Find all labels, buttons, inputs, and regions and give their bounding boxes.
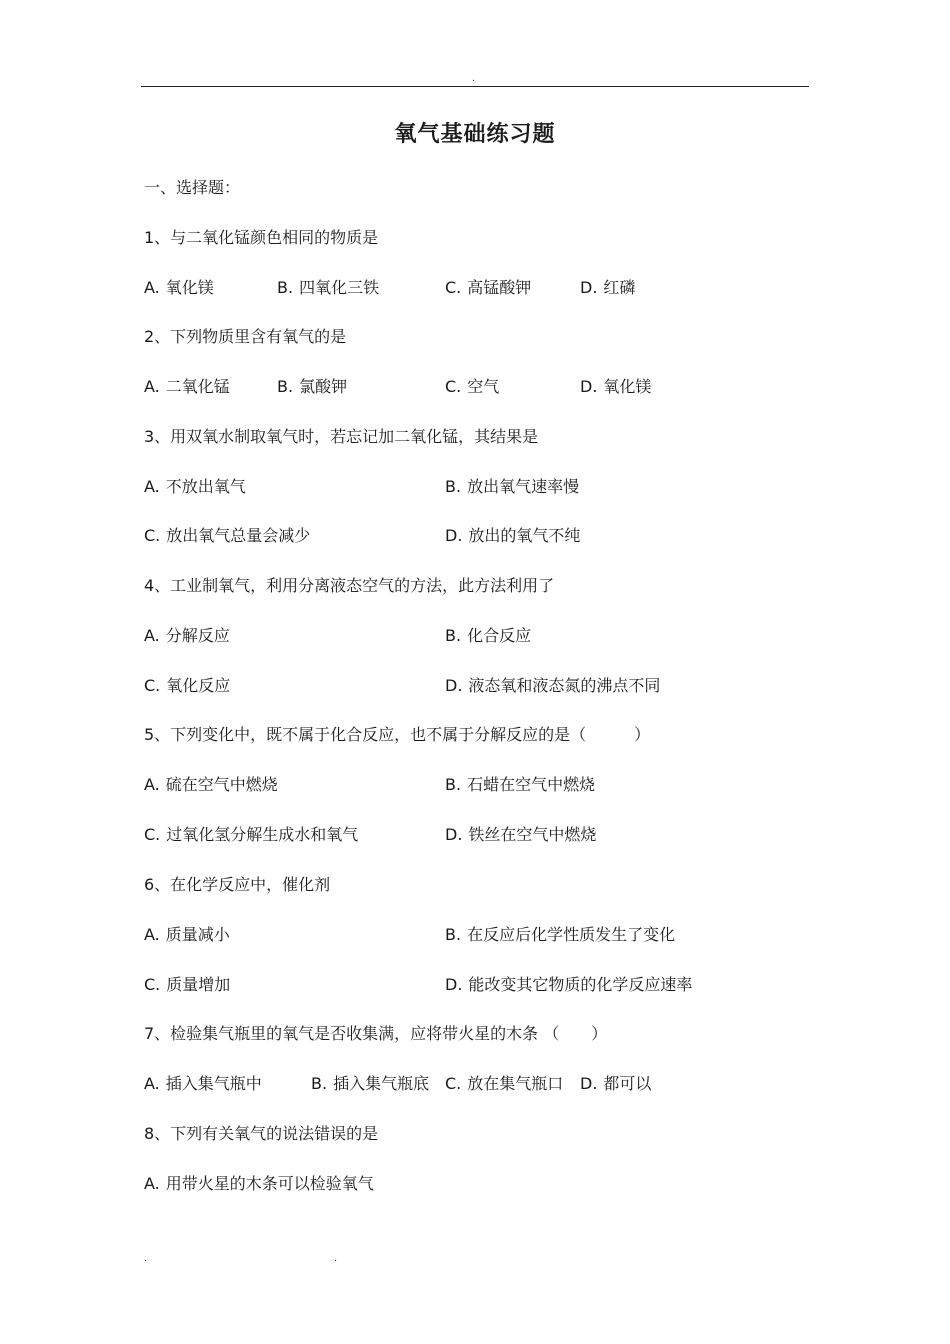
q6-option-c: C. 质量增加 [144,975,231,994]
q5-option-c: C. 过氧化氢分解生成水和氧气 [144,825,359,844]
q1-option-a: A. 氧化镁 [144,278,214,297]
question-3: 3、用双氧水制取氧气时，若忘记加二氧化锰，其结果是 [144,427,539,446]
q6-option-b: B. 在反应后化学性质发生了变化 [445,925,676,944]
footer-dot-right: . [334,1253,338,1264]
q3-option-a: A. 不放出氧气 [144,477,246,496]
q4-option-a: A. 分解反应 [144,626,230,645]
question-1: 1、与二氧化锰颜色相同的物质是 [144,228,379,247]
question-7: 7、检验集气瓶里的氧气是否收集满，应将带火星的木条 （ ） [144,1024,608,1043]
q3-option-b: B. 放出氧气速率慢 [445,477,580,496]
q1-option-d: D. 红磷 [580,278,636,297]
question-8: 8、下列有关氧气的说法错误的是 [144,1124,379,1143]
q2-option-a: A. 二氧化锰 [144,377,230,396]
q8-option-a: A. 用带火星的木条可以检验氧气 [144,1174,374,1193]
footer-dot-left: . [144,1253,148,1264]
question-2: 2、下列物质里含有氧气的是 [144,327,347,346]
header-rule [141,86,809,87]
section-heading: 一、选择题： [144,178,241,197]
q1-option-b: B. 四氧化三铁 [277,278,380,297]
q1-option-c: C. 高锰酸钾 [445,278,532,297]
q7-option-d: D. 都可以 [580,1074,652,1093]
q4-option-b: B. 化合反应 [445,626,532,645]
q2-option-d: D. 氧化镁 [580,377,652,396]
q5-option-b: B. 石蜡在空气中燃烧 [445,775,596,794]
q7-option-b: B. 插入集气瓶底 [311,1074,430,1093]
question-4: 4、工业制氧气，利用分离液态空气的方法，此方法利用了 [144,576,555,595]
q3-option-d: D. 放出的氧气不纯 [445,526,581,545]
q5-option-a: A. 硫在空气中燃烧 [144,775,278,794]
q6-option-d: D. 能改变其它物质的化学反应速率 [445,975,693,994]
document-title: 氧气基础练习题 [394,122,556,147]
q5-option-d: D. 铁丝在空气中燃烧 [445,825,597,844]
q6-option-a: A. 质量减小 [144,925,230,944]
q4-option-d: D. 液态氧和液态氮的沸点不同 [445,676,661,695]
q3-option-c: C. 放出氧气总量会减少 [144,526,311,545]
question-5: 5、下列变化中，既不属于化合反应，也不属于分解反应的是（ ） [144,725,651,744]
q4-option-c: C. 氧化反应 [144,676,231,695]
q7-option-a: A. 插入集气瓶中 [144,1074,262,1093]
q7-option-c: C. 放在集气瓶口 [445,1074,564,1093]
q2-option-c: C. 空气 [445,377,500,396]
question-6: 6、在化学反应中，催化剂 [144,875,331,894]
header-dot: . [472,73,476,84]
q2-option-b: B. 氯酸钾 [277,377,348,396]
